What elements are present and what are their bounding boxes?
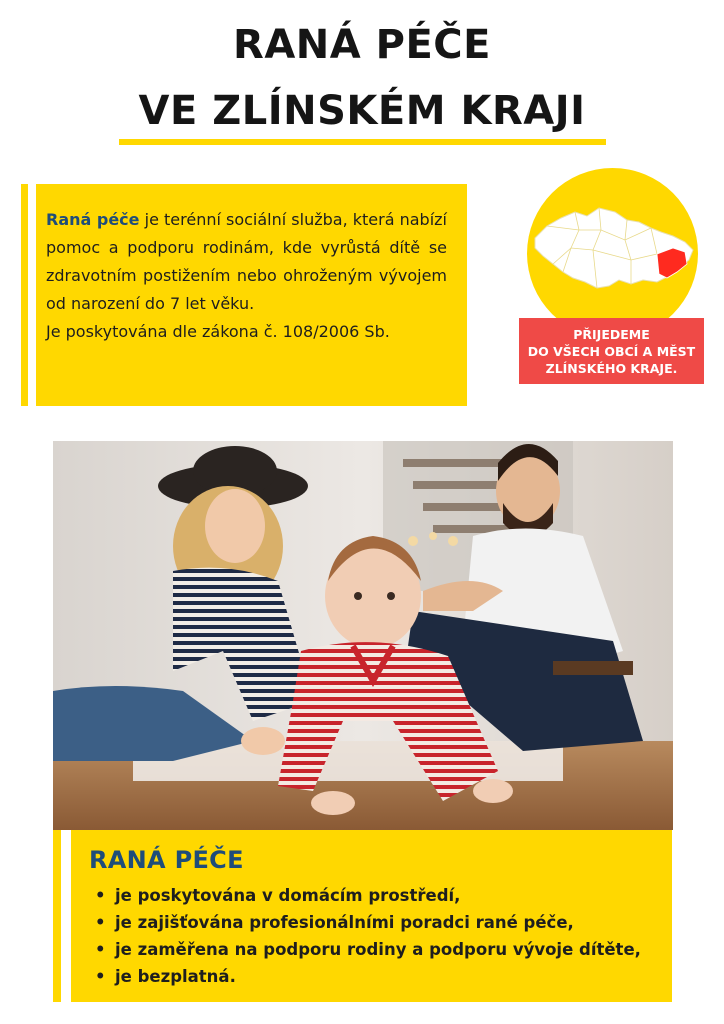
coverage-badge <box>519 318 704 384</box>
badge-line-3: ZLÍNSKÉHO KRAJE. <box>545 360 678 376</box>
family-with-baby-photo <box>53 441 673 830</box>
bottom-list <box>89 882 672 990</box>
intro-box <box>36 184 467 406</box>
czech-regions-map-icon <box>527 168 698 339</box>
list-item: • je poskytována v domácím prostředí, <box>89 882 672 909</box>
intro-highlight: Raná péče <box>46 210 140 229</box>
list-item: • je bezplatná. <box>89 963 672 990</box>
page-title-line-2: VE ZLÍNSKÉM KRAJI <box>138 88 586 134</box>
intro-accent-bar <box>21 184 28 406</box>
list-item: • je zaměřena na podporu rodiny a podporu vývoje dítěte, <box>89 936 672 963</box>
intro-paragraph <box>46 206 447 346</box>
intro-law: Je poskytována dle zákona č. 108/2006 Sb. <box>46 322 390 341</box>
bottom-heading: RANÁ PÉČE <box>89 846 244 874</box>
intro-text: je terénní sociální služba, která nabízí pomoc a podporu rodinám, kde vyrůstá dítě se zdravotním postižením nebo ohroženým vývojem od narození do 7 let věku. <box>46 210 448 313</box>
bottom-accent-bar <box>53 830 61 1002</box>
map-circle <box>527 168 698 339</box>
badge-line-2: DO VŠECH OBCÍ A MĚST <box>527 343 696 359</box>
list-item: • je zajišťována profesionálními poradci rané péče, <box>89 909 672 936</box>
badge-line-1: PŘIJEDEME <box>573 326 650 342</box>
page-title-line-1: RANÁ PÉČE <box>233 22 491 68</box>
bottom-box <box>71 830 672 1002</box>
title-underline <box>119 139 606 145</box>
